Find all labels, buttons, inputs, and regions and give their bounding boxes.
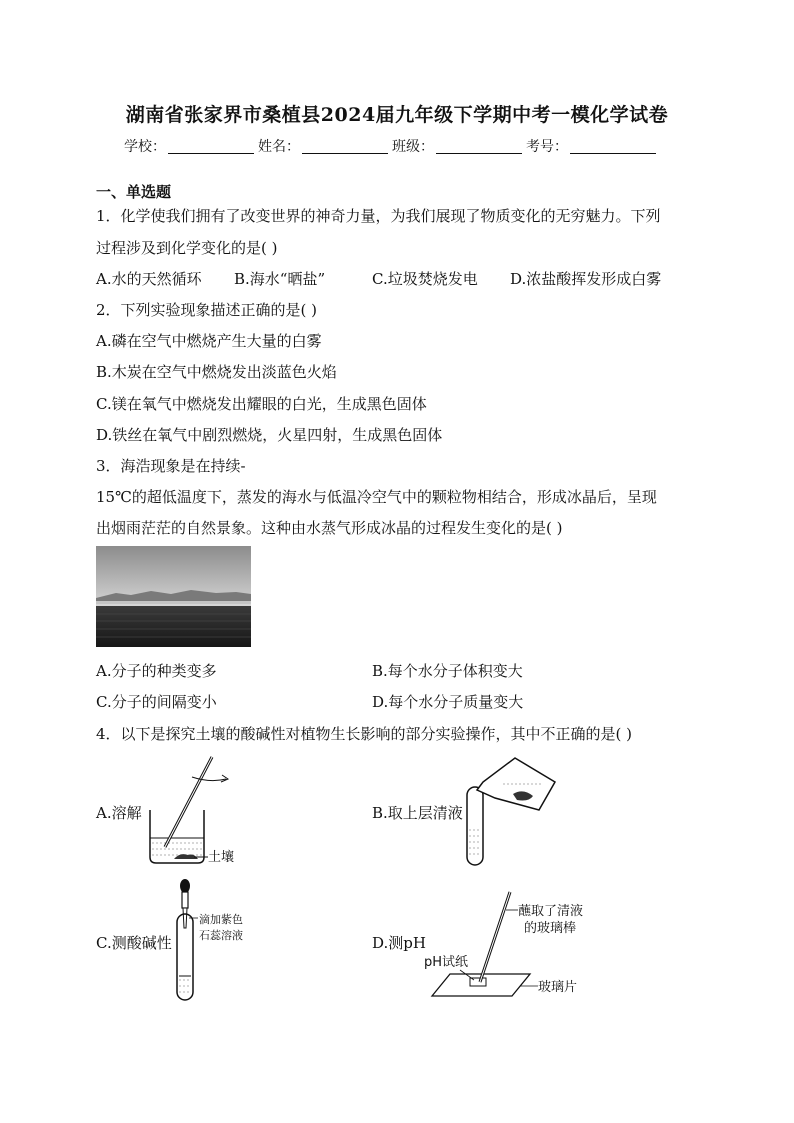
q3-stem-line3: 出烟雨茫茫的自然景象。这种由水蒸气形成冰晶的过程发生变化的是( ): [96, 519, 563, 537]
dropper-label-line1: 滴加紫色: [199, 913, 243, 926]
dissolve-beaker-diagram: [140, 755, 250, 870]
q4-option-c: C.测酸碱性: [96, 934, 172, 952]
number-blank: [570, 139, 656, 154]
q2-option-b: B.木炭在空气中燃烧发出淡蓝色火焰: [96, 363, 337, 381]
rod-label-line2: 的玻璃棒: [524, 921, 577, 936]
q2-option-c: C.镁在氧气中燃烧发出耀眼的白光，生成黑色固体: [96, 395, 427, 413]
soil-label: 土壤: [208, 850, 235, 865]
q2-option-a: A.磷在空气中燃烧产生大量的白雾: [96, 332, 322, 350]
q4-option-d: D.测pH: [372, 934, 426, 952]
school-label: 学校：: [124, 139, 166, 155]
class-label: 班级：: [392, 139, 434, 155]
q1-option-b: B.海水“晒盐”: [234, 270, 326, 288]
exam-title: 湖南省张家界市桑植县2024届九年级下学期中考一模化学试卷: [125, 104, 669, 126]
q1-option-c: C.垃圾焚烧发电: [372, 270, 478, 288]
q3-option-b: B.每个水分子体积变大: [372, 662, 523, 680]
number-label: 考号：: [526, 139, 568, 155]
school-blank: [168, 139, 254, 154]
class-blank: [436, 139, 522, 154]
q3-stem-line1: 3．海浩现象是在持续-: [96, 457, 246, 475]
ph-paper-label: pH试纸: [424, 955, 469, 970]
section-heading: 一、单选题: [96, 183, 172, 201]
q1-option-d: D.浓盐酸挥发形成白雾: [510, 270, 662, 288]
dropper-testtube-diagram: [170, 876, 280, 1006]
dropper-label-line2: 石蕊溶液: [199, 929, 243, 942]
student-info-row: [124, 136, 660, 156]
q3-option-a: A.分子的种类变多: [96, 662, 217, 680]
name-label: 姓名：: [258, 139, 300, 155]
name-blank: [302, 139, 388, 154]
q4-stem: 4．以下是探究土壤的酸碱性对植物生长影响的部分实验操作，其中不正确的是( ): [96, 725, 633, 743]
sea-smoke-photo: [96, 546, 251, 647]
q1-option-a: A.水的天然循环: [96, 270, 202, 288]
q3-option-d: D.每个水分子质量变大: [372, 693, 524, 711]
q2-stem: 2．下列实验现象描述正确的是( ): [96, 301, 318, 319]
ph-test-diagram: [420, 890, 600, 1005]
q1-stem-line2: 过程涉及到化学变化的是( ): [96, 239, 278, 257]
glass-slide-label: 玻璃片: [538, 980, 578, 995]
q3-option-c: C.分子的间隔变小: [96, 693, 217, 711]
q1-stem-line1: 1．化学使我们拥有了改变世界的神奇力量，为我们展现了物质变化的无穷魅力。下列: [96, 207, 661, 225]
rod-label-line1: 蘸取了清液: [518, 904, 584, 919]
pour-supernatant-diagram: [455, 752, 565, 872]
q2-option-d: D.铁丝在氧气中剧烈燃烧，火星四射，生成黑色固体: [96, 426, 443, 444]
q4-option-b: B.取上层清液: [372, 804, 463, 822]
q4-option-a: A.溶解: [96, 804, 142, 822]
q3-stem-line2: 15℃的超低温度下，蒸发的海水与低温冷空气中的颗粒物相结合，形成冰晶后，呈现: [96, 488, 657, 506]
